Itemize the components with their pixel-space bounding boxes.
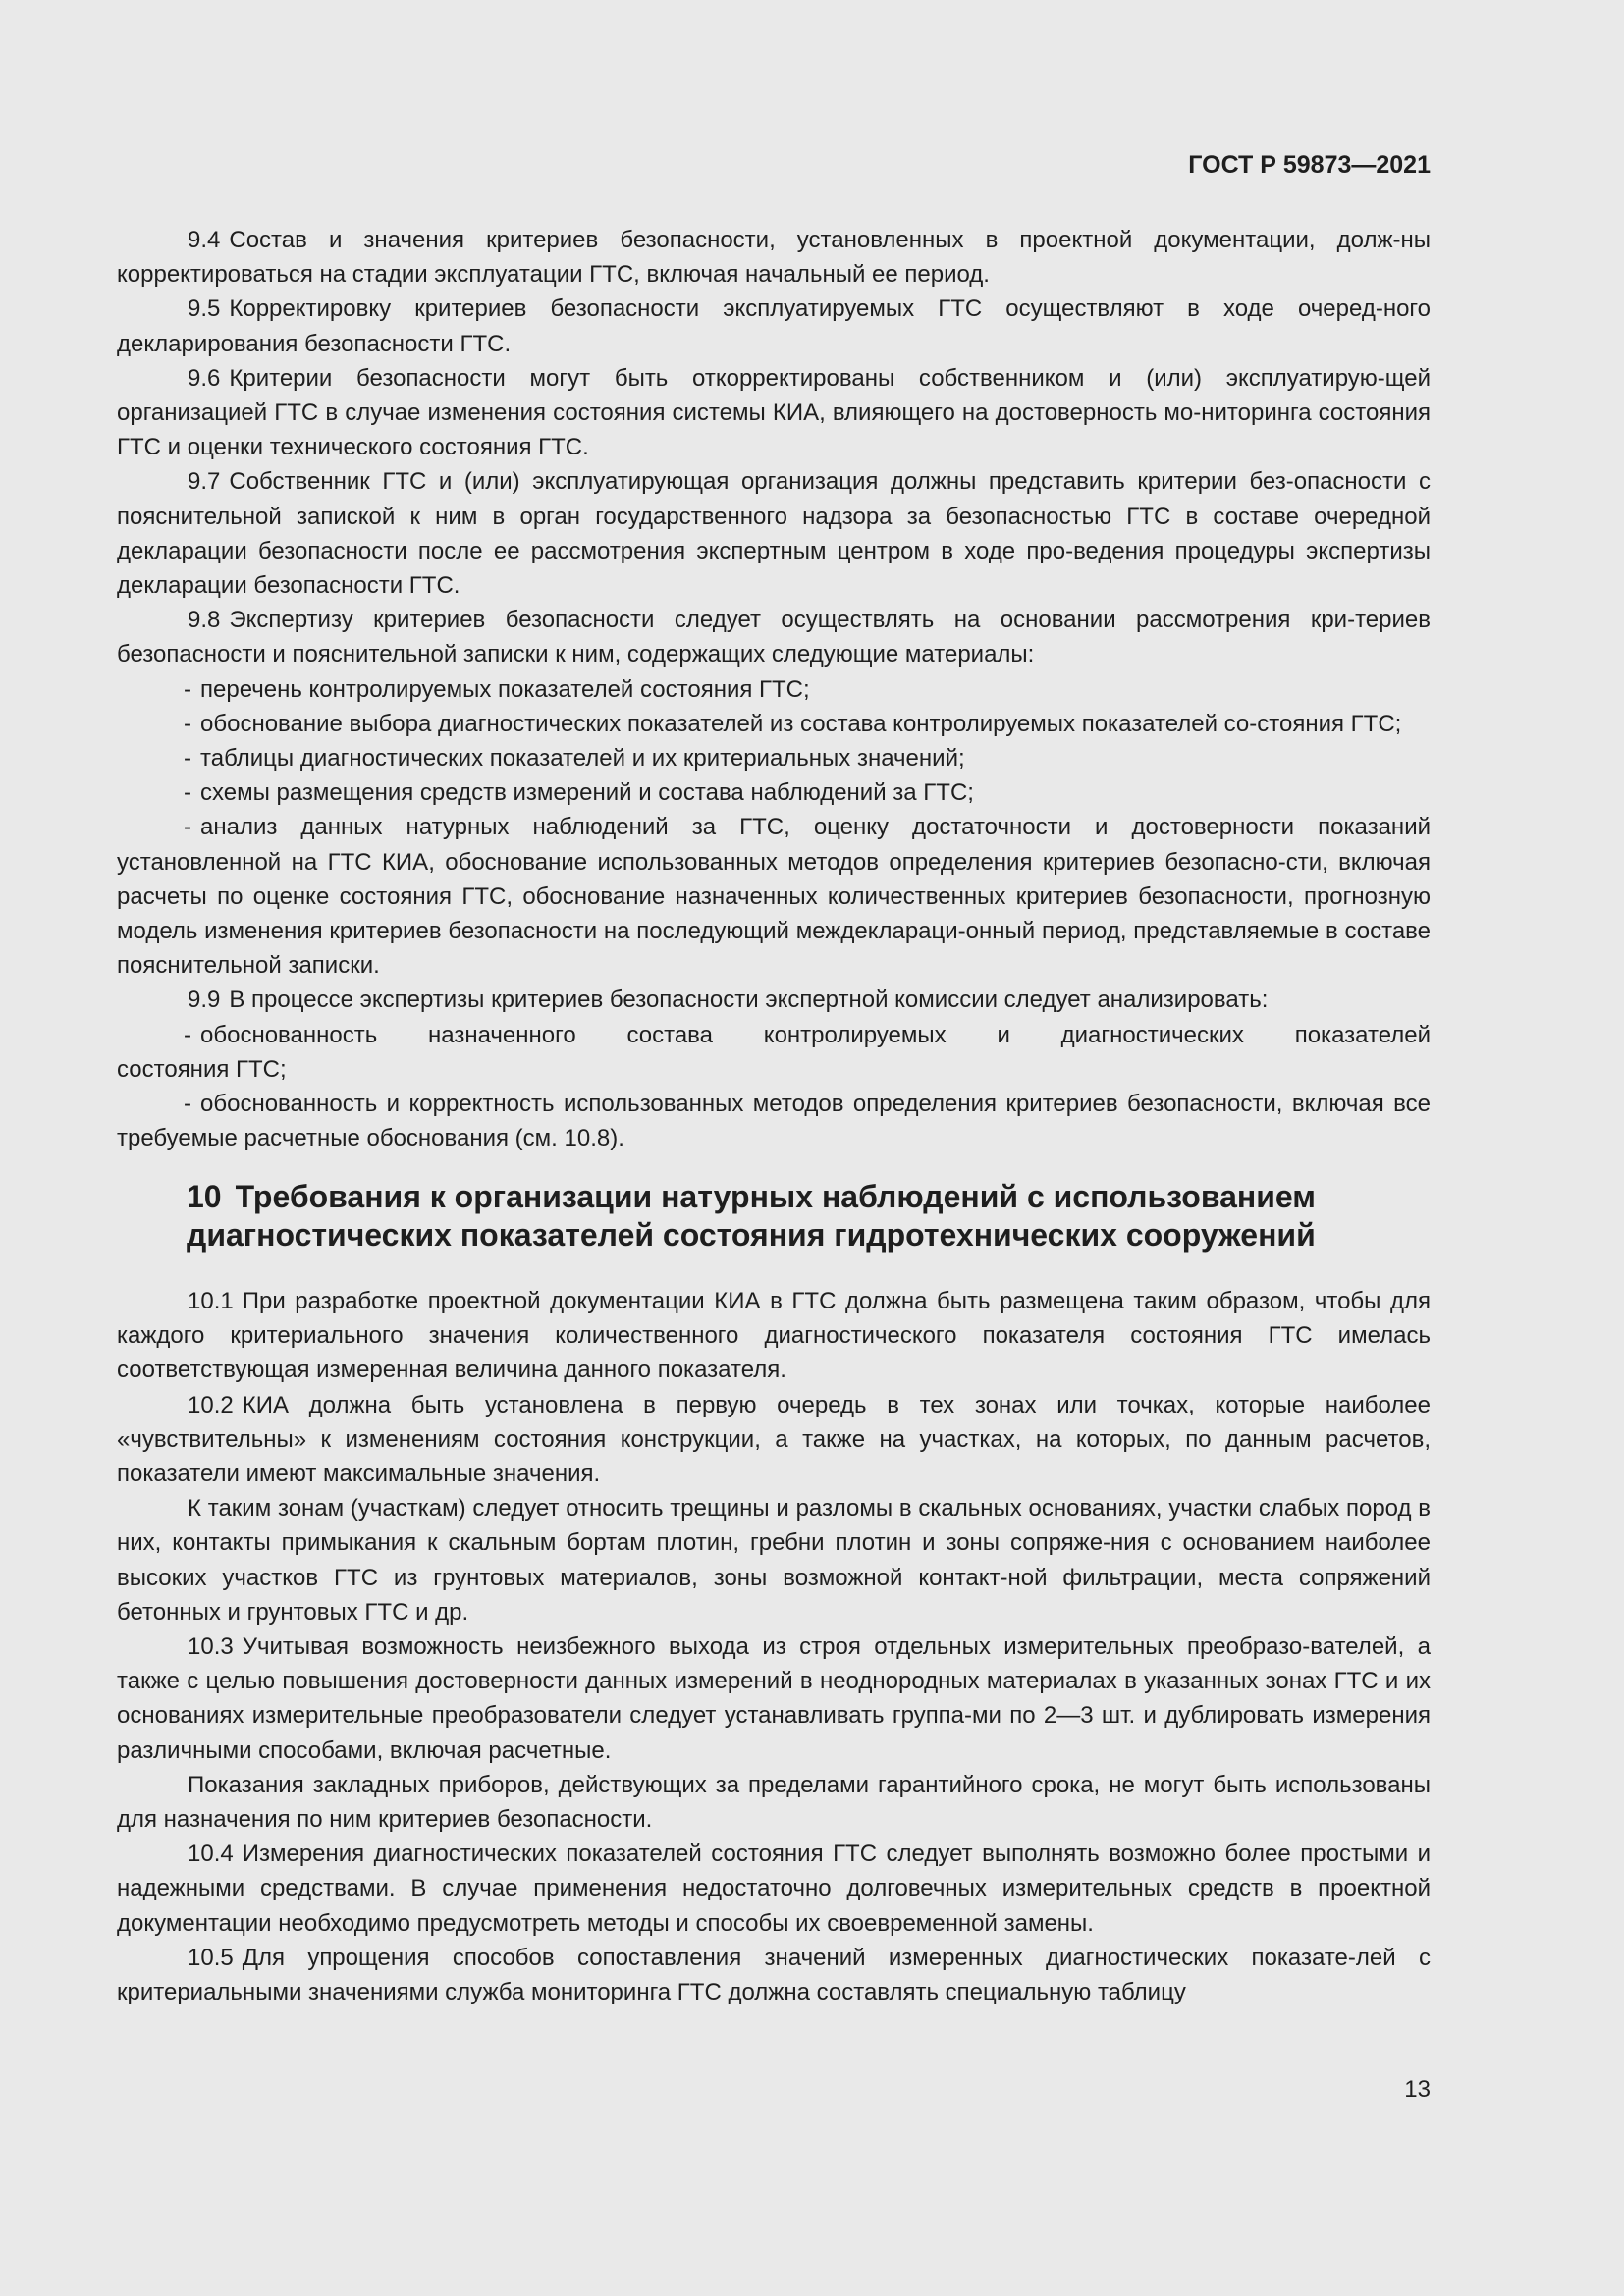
section-title-line-2: диагностических показателей состояния гидротехнических сооружений: [187, 1217, 1316, 1253]
list-item-text: обоснованность назначенного состава контролируемых и диагностических показателей: [200, 1021, 1431, 1048]
paragraph-10-2: [117, 1388, 1431, 1492]
paragraph-number: 9.6: [188, 364, 221, 392]
paragraph-9-9: [117, 983, 1431, 1017]
list-item-text: перечень контролируемых показателей состояния ГТС;: [200, 675, 810, 703]
list-dash: -: [184, 779, 191, 807]
list-item-text: схемы размещения средств измерений и состава наблюдений за ГТС;: [200, 779, 974, 807]
paragraph-10-1: [117, 1284, 1431, 1388]
paragraph-number: 10.1: [188, 1288, 234, 1314]
document-header: [117, 147, 1431, 183]
list-item-text: состояния ГТС;: [117, 1055, 287, 1083]
paragraph-10-3: [117, 1629, 1431, 1768]
list-item-continuation: [117, 1052, 1431, 1087]
section-number: 10: [187, 1179, 222, 1214]
paragraph-10-3-continued: Показания закладных приборов, действующих за пределами гарантийного срока, не могут быть использованы для назначения по ним критериев безопасности.: [117, 1771, 1431, 1834]
paragraph-number: 10.4: [188, 1841, 234, 1868]
paragraph-number: 9.8: [188, 607, 221, 634]
paragraph-9-8: [117, 603, 1431, 671]
paragraph-text: Собственник ГТС и (или) эксплуатирующая организация должны представить критерии без-опасности с пояснительной запиской к ним в орган государственного надзора за безопасностью ГТС в составе очередной декларации безопасности после ее рассмотрения экспертным центром в ходе про-ведения процедуры экспертизы декларации безопасности ГТС.: [117, 468, 1431, 600]
paragraph-text: Экспертизу критериев безопасности следует осуществлять на основании рассмотрения кри-териев безопасности и пояснительной записки к ним, содержащих следующие материалы:: [117, 607, 1431, 668]
list-dash: -: [184, 1021, 191, 1048]
section-title-line-1: Требования к организации натурных наблюдений с использованием: [235, 1179, 1316, 1214]
paragraph-number: 9.7: [188, 468, 221, 496]
list-item-text: таблицы диагностических показателей и их критериальных значений;: [200, 745, 965, 773]
paragraph-9-7: [117, 464, 1431, 603]
list-dash: -: [184, 1091, 191, 1118]
paragraph-text: КИА должна быть установлена в первую очередь в тех зонах или точках, которые наиболее «чувствительны» к изменениям состояния конструкции, а также на участках, на которых, по данным расчетов, показатели имеют максимальные значения.: [117, 1391, 1431, 1488]
paragraph-number: 9.9: [188, 987, 221, 1014]
paragraph-10-5: [117, 1941, 1431, 2009]
section-10-heading: [187, 1178, 1404, 1255]
paragraph-text: Корректировку критериев безопасности эксплуатируемых ГТС осуществляют в ходе очеред-ного декларирования безопасности ГТС.: [117, 295, 1431, 357]
list-dash: -: [184, 745, 191, 773]
section-9-body: [117, 223, 1431, 1155]
list-dash: -: [184, 814, 191, 841]
paragraph-9-5: [117, 292, 1431, 360]
list-item-text: обоснование выбора диагностических показателей из состава контролируемых показателей со-стояния ГТС;: [200, 710, 1402, 737]
paragraph-number: 10.3: [188, 1633, 234, 1661]
list-dash: -: [184, 710, 191, 737]
paragraph-number: 10.2: [188, 1391, 234, 1418]
paragraph-number: 9.4: [188, 227, 221, 253]
section-10-body: [117, 1284, 1431, 2009]
list-item: [117, 707, 1431, 741]
paragraph-text: Измерения диагностических показателей состояния ГТС следует выполнять возможно более простыми и надежными средствами. В случае применения недостаточно долговечных измерительных средств в проектной документации необходимо предусмотреть методы и способы их своевременной замены.: [117, 1841, 1431, 1937]
list-item: [117, 775, 1431, 810]
paragraph-9-4: [117, 223, 1431, 292]
list-item-text: анализ данных натурных наблюдений за ГТС, оценку достаточности и достоверности показаний установленной на ГТС КИА, обоснование использованных методов определения критериев безопасно-сти, включая расчеты по оценке состояния ГТС, обоснование назначенных количественных критериев безопасности, прогнозную модель изменения критериев безопасности на последующий междеклараци-онный период, представляемые в составе пояснительной записки.: [117, 814, 1431, 980]
paragraph-text: В процессе экспертизы критериев безопасности экспертной комиссии следует анализировать:: [229, 987, 1269, 1014]
paragraph-number: 9.5: [188, 295, 221, 323]
paragraph-text: При разработке проектной документации КИА в ГТС должна быть размещена таким образом, чтобы для каждого критериального значения количественного диагностического показателя состояния ГТС имелась соответствующая измеренная величина данного показателя.: [117, 1288, 1431, 1384]
paragraph-text: Состав и значения критериев безопасности, установленных в проектной документации, долж-ны корректироваться на стадии эксплуатации ГТС, включая начальный ее период.: [117, 227, 1431, 289]
paragraph-text: Критерии безопасности могут быть откорректированы собственником и (или) эксплуатирую-щей организацией ГТС в случае изменения состояния системы КИА, влияющего на достоверность мо-ниторинга состояния ГТС и оценки технического состояния ГТС.: [117, 364, 1431, 461]
paragraph-number: 10.5: [188, 1944, 234, 1971]
list-item: [117, 672, 1431, 707]
paragraph-10-4: [117, 1837, 1431, 1941]
list-item: [117, 810, 1431, 983]
paragraph-text: Для упрощения способов сопоставления значений измеренных диагностических показате-лей с критериальными значениями служба мониторинга ГТС должна составлять специальную таблицу: [117, 1944, 1431, 2006]
paragraph-text: Учитывая возможность неизбежного выхода из строя отдельных измерительных преобразо-вателей, а также с целью повышения достоверности данных измерений в неоднородных материалах в указанных зонах ГТС и их основаниях измерительные преобразователи следует устанавливать группа-ми по 2—3 шт. и дублировать измерения различными способами, включая расчетные.: [117, 1633, 1431, 1764]
list-dash: -: [184, 675, 191, 703]
paragraph-10-2-continued: К таким зонам (участкам) следует относить трещины и разломы в скальных основаниях, участки слабых пород в них, контакты примыкания к скальным бортам плотин, гребни плотин и зоны сопряже-ния с основанием наиболее высоких участков ГТС из грунтовых материалов, зоны возможной контакт-ной фильтрации, места сопряжений бетонных и грунтовых ГТС и др.: [117, 1495, 1431, 1626]
paragraph-9-6: [117, 361, 1431, 465]
standard-designation: ГОСТ Р 59873—2021: [1188, 151, 1431, 179]
page-number: 13: [1404, 2076, 1431, 2103]
list-item: [117, 1018, 1431, 1052]
list-item-text: обоснованность и корректность использованных методов определения критериев безопасности, включая все требуемые расчетные обоснования (см. 10.8).: [117, 1091, 1431, 1152]
list-item: [117, 741, 1431, 775]
list-item: [117, 1087, 1431, 1155]
